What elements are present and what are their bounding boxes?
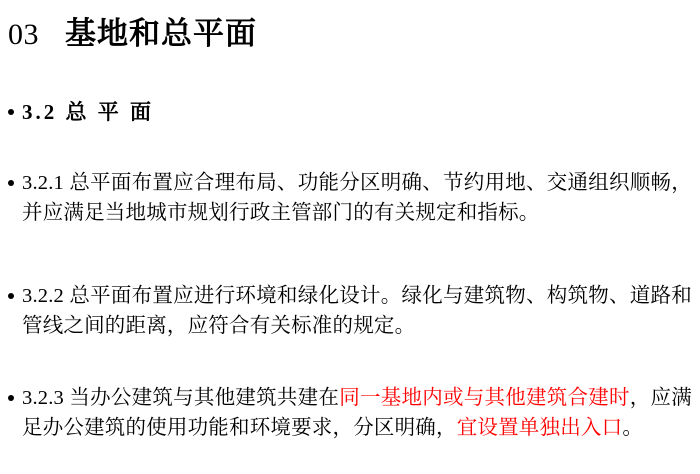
bullet-icon (8, 395, 14, 401)
bullet-icon (8, 109, 14, 115)
paragraph-323-tail: 。 (622, 417, 644, 439)
paragraph-322 (8, 281, 692, 341)
title-number: 03 (8, 18, 39, 51)
section-heading (8, 96, 154, 126)
paragraph-321 (8, 168, 692, 228)
title-text: 基地和总平面 (65, 16, 257, 51)
bullet-icon (8, 293, 14, 299)
paragraph-323-highlight-2: 宜设置单独出入口 (456, 417, 623, 439)
paragraph-323 (8, 383, 692, 443)
paragraph-321-text: 3.2.1 总平面布置应合理布局、功能分区明确、节约用地、交通组织顺畅，并应满足当地城市规划行政主管部门的有关规定和指标。 (22, 172, 692, 224)
paragraph-323-highlight-1: 同一基地内或与其他建筑合建时 (339, 387, 630, 409)
paragraph-323-lead: 3.2.3 当办公建筑与其他建筑共建在 (22, 387, 340, 409)
paragraph-322-text: 3.2.2 总平面布置应进行环境和绿化设计。绿化与建筑物、构筑物、道路和管线之间的距离，应符合有关标准的规定。 (22, 285, 692, 337)
slide-title (8, 8, 257, 53)
bullet-icon (8, 180, 14, 186)
paragraph-323-middle: ，应满足办公建筑的使用功能和环境要求，分区明确， (22, 387, 692, 439)
section-heading-label: 3.2 总 平 面 (22, 100, 154, 124)
paragraph-323-text (22, 383, 692, 443)
